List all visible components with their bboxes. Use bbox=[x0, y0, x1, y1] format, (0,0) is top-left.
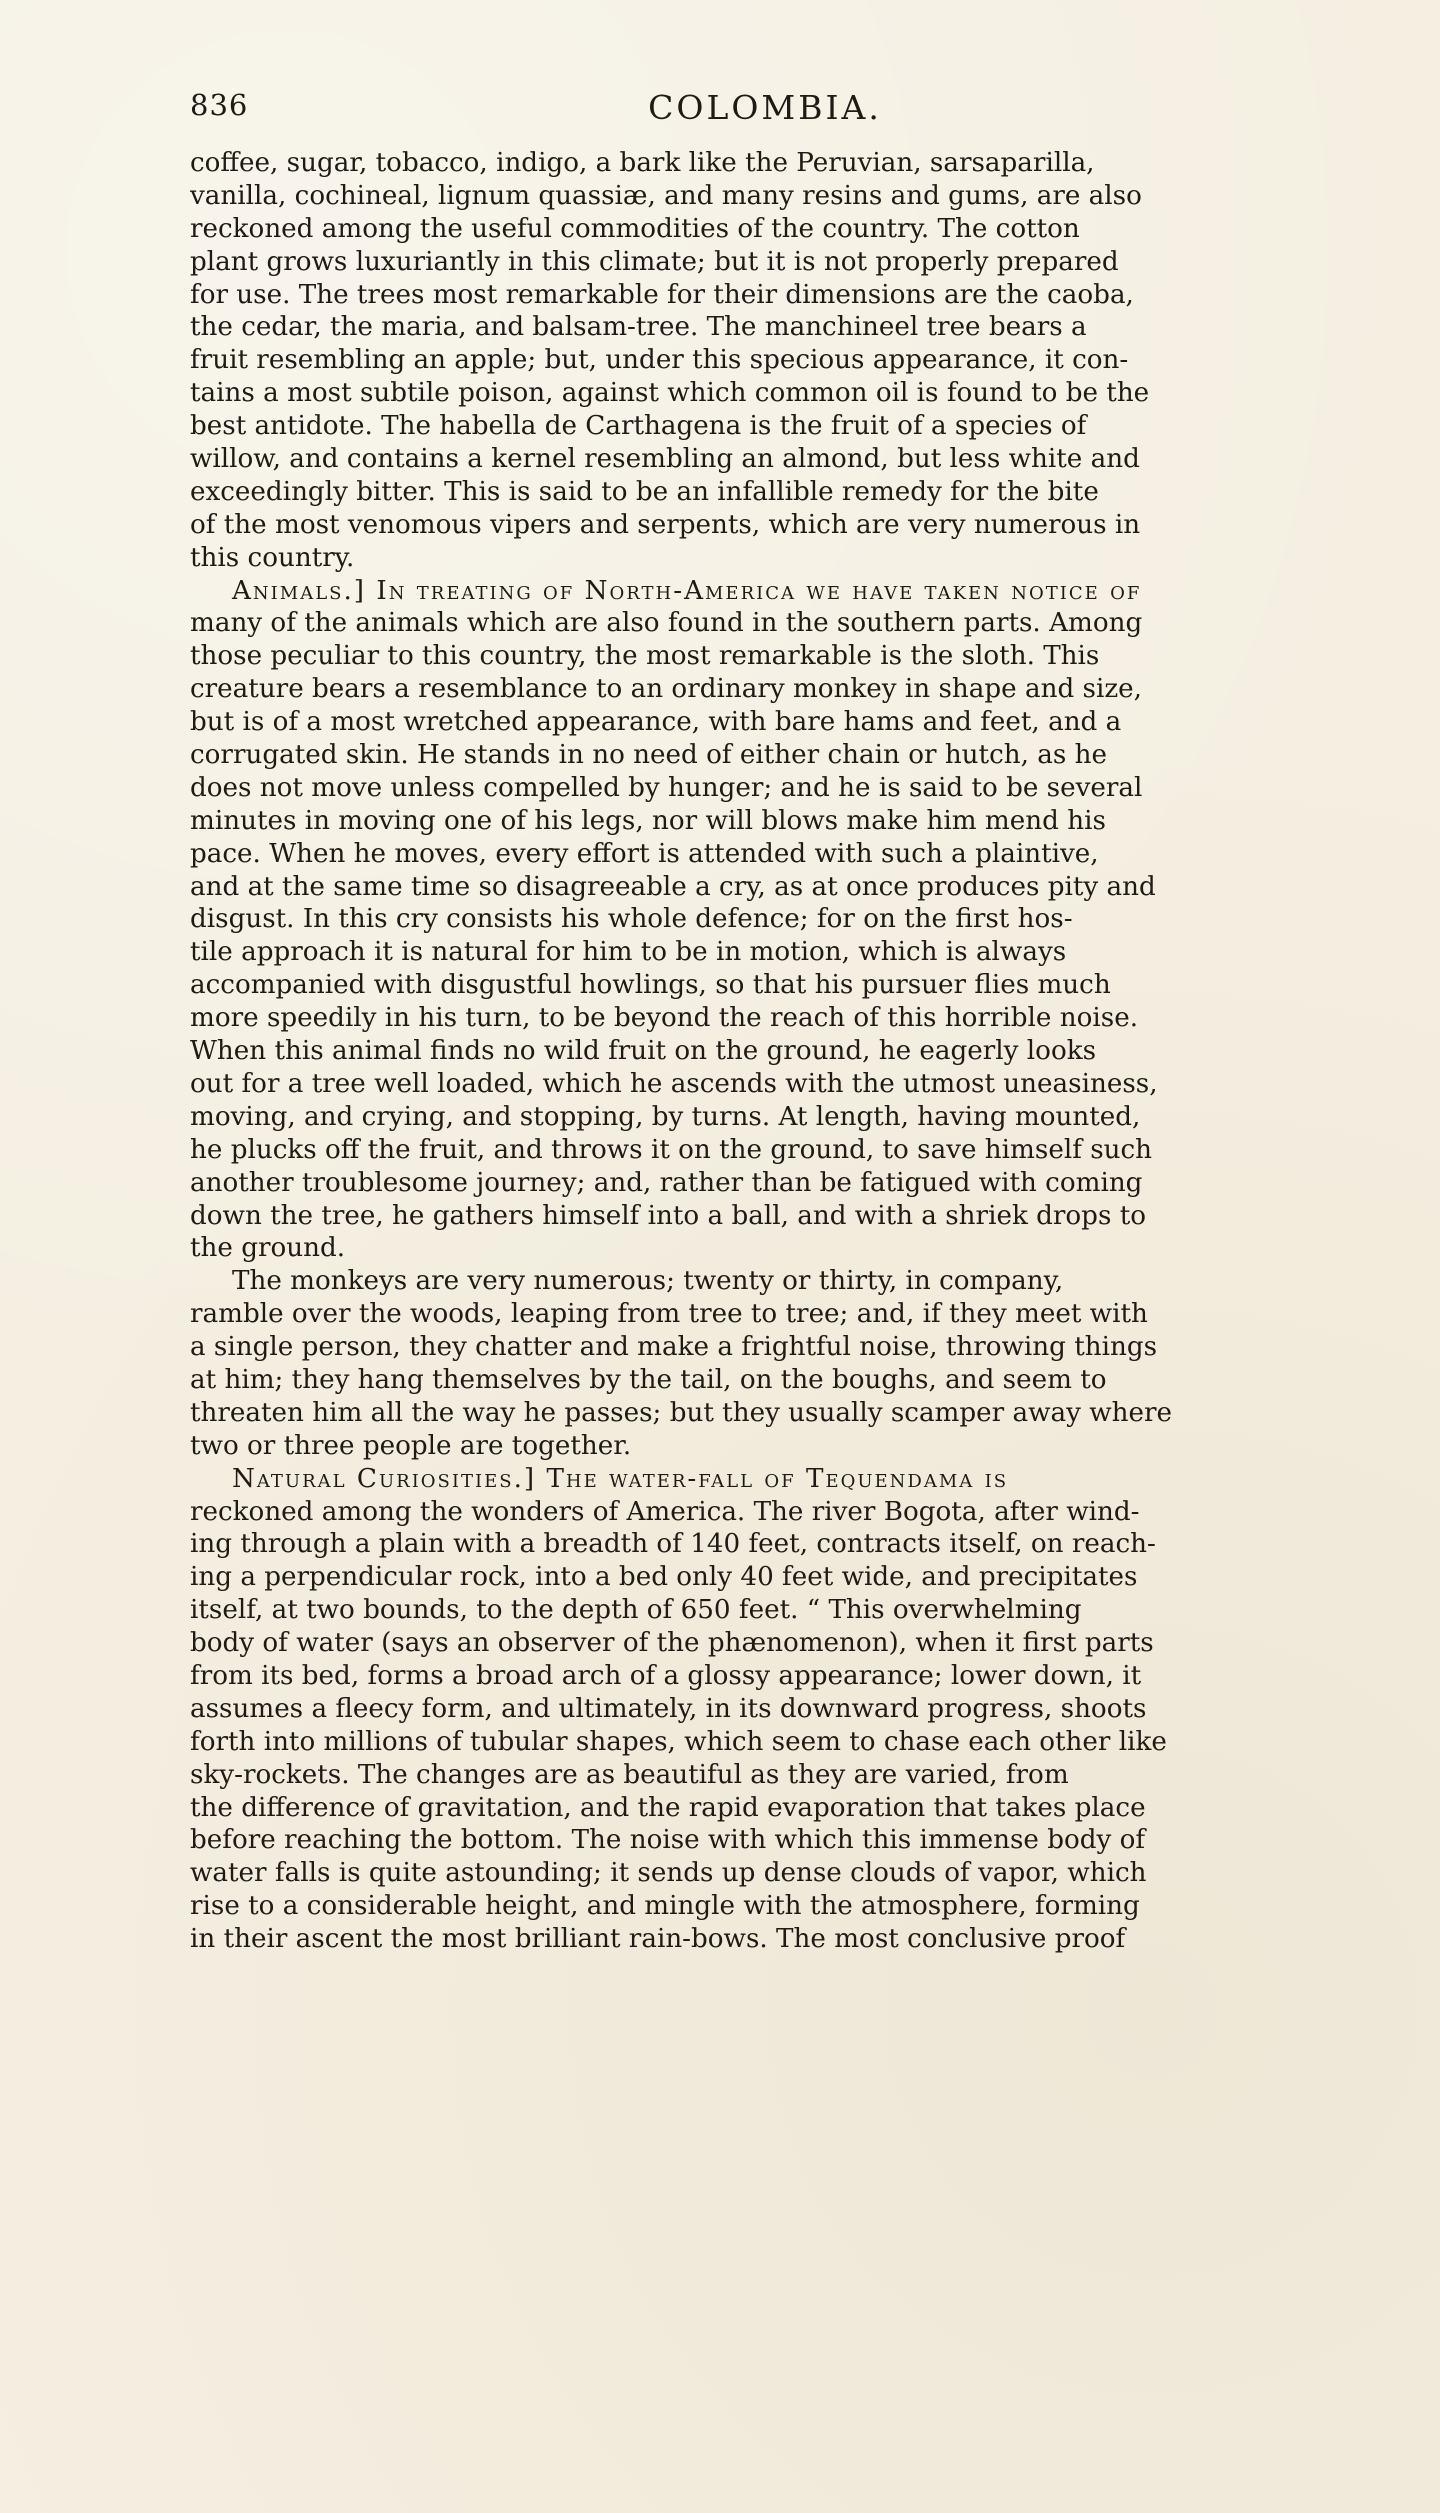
text-line: minutes in moving one of his legs, nor will blows make him mend his bbox=[190, 805, 1106, 836]
text-line: assumes a fleecy form, and ultimately, in its downward progress, shoots bbox=[190, 1693, 1147, 1724]
text-line: accompanied with disgustful howlings, so that his pursuer flies much bbox=[190, 970, 1111, 1001]
text-line: in their ascent the most brilliant rain-bows. The most conclusive proof bbox=[190, 1924, 1126, 1955]
text-line: willow, and contains a kernel resembling an almond, but less white and bbox=[190, 444, 1140, 475]
text-line: ramble over the woods, leaping from tree to tree; and, if they meet with bbox=[190, 1299, 1148, 1330]
text-line: plant grows luxuriantly in this climate; but it is not properly prepared bbox=[190, 246, 1119, 277]
text-line: The monkeys are very numerous; twenty or thirty, in company, bbox=[232, 1266, 1064, 1297]
page-number: 836 bbox=[190, 88, 249, 122]
text-line: rise to a considerable height, and mingle with the atmosphere, forming bbox=[190, 1891, 1140, 1922]
text-line: down the tree, he gathers himself into a ball, and with a shriek drops to bbox=[190, 1200, 1146, 1231]
text-line: reckoned among the useful commodities of the country. The cotton bbox=[190, 213, 1080, 244]
text-line: the difference of gravitation, and the rapid evaporation that takes place bbox=[190, 1792, 1146, 1823]
text-line: he plucks off the fruit, and throws it on the ground, to save himself such bbox=[190, 1134, 1153, 1165]
text-line: out for a tree well loaded, which he ascends with the utmost uneasiness, bbox=[190, 1068, 1158, 1099]
text-line: many of the animals which are also found in the southern parts. Among bbox=[190, 608, 1143, 639]
text-line: ing a perpendicular rock, into a bed only 40 feet wide, and precipitates bbox=[190, 1562, 1138, 1593]
text-line: two or three people are together. bbox=[190, 1430, 632, 1461]
text-line: water falls is quite astounding; it sends up dense clouds of vapor, which bbox=[190, 1858, 1147, 1889]
text-line: but is of a most wretched appearance, with bare hams and feet, and a bbox=[190, 707, 1122, 738]
text-line: and at the same time so disagreeable a cry, as at once produces pity and bbox=[190, 871, 1156, 902]
text-line: more speedily in his turn, to be beyond the reach of this horrible noise. bbox=[190, 1003, 1139, 1034]
text-line: another troublesome journey; and, rather than be fatigued with coming bbox=[190, 1167, 1143, 1198]
text-line: When this animal finds no wild fruit on the ground, he eagerly looks bbox=[190, 1036, 1097, 1067]
text-line: reckoned among the wonders of America. The river Bogota, after wind- bbox=[190, 1496, 1140, 1527]
text-line: from its bed, forms a broad arch of a glossy appearance; lower down, it bbox=[190, 1660, 1142, 1691]
text-line: tains a most subtile poison, against which common oil is found to be the bbox=[190, 378, 1150, 409]
running-head: COLOMBIA. bbox=[648, 88, 882, 127]
text-line: before reaching the bottom. The noise with which this immense body of bbox=[190, 1825, 1146, 1856]
text-line: corrugated skin. He stands in no need of either chain or hutch, as he bbox=[190, 740, 1107, 771]
body-text bbox=[190, 147, 1340, 2267]
text-line: ing through a plain with a breadth of 140 feet, contracts itself, on reach- bbox=[190, 1529, 1156, 1560]
text-line: for use. The trees most remarkable for their dimensions are the caoba, bbox=[190, 279, 1134, 310]
text-line: the cedar, the maria, and balsam-tree. The manchineel tree bears a bbox=[190, 312, 1087, 343]
text-line: disgust. In this cry consists his whole defence; for on the first hos- bbox=[190, 904, 1073, 935]
text-line: tile approach it is natural for him to be in motion, which is always bbox=[190, 937, 1067, 968]
text-line: pace. When he moves, every effort is attended with such a plaintive, bbox=[190, 838, 1099, 869]
text-line: at him; they hang themselves by the tail, on the boughs, and seem to bbox=[190, 1364, 1107, 1395]
text-line: vanilla, cochineal, lignum quassiæ, and many resins and gums, are also bbox=[190, 180, 1142, 211]
section-heading-line: Animals.] In treating of North-America we have taken notice of bbox=[232, 575, 1142, 606]
text-line: fruit resembling an apple; but, under this specious appearance, it con- bbox=[190, 345, 1129, 376]
text-line: sky-rockets. The changes are as beautiful as they are varied, from bbox=[190, 1759, 1069, 1790]
text-line: exceedingly bitter. This is said to be an infallible remedy for the bite bbox=[190, 476, 1099, 507]
text-line: moving, and crying, and stopping, by turns. At length, having mounted, bbox=[190, 1101, 1141, 1132]
text-line: this country. bbox=[190, 542, 355, 573]
text-line: forth into millions of tubular shapes, which seem to chase each other like bbox=[190, 1726, 1167, 1757]
text-line: coffee, sugar, tobacco, indigo, a bark like the Peruvian, sarsaparilla, bbox=[190, 148, 1095, 178]
text-line: of the most venomous vipers and serpents, which are very numerous in bbox=[190, 509, 1141, 540]
section-heading-line: Natural Curiosities.] The water-fall of Tequendama is bbox=[232, 1463, 1009, 1494]
text-line: threaten him all the way he passes; but they usually scamper away where bbox=[190, 1397, 1173, 1428]
text-line: does not move unless compelled by hunger; and he is said to be several bbox=[190, 772, 1143, 803]
text-line: best antidote. The habella de Carthagena is the fruit of a species of bbox=[190, 411, 1087, 442]
text-line: creature bears a resemblance to an ordinary monkey in shape and size, bbox=[190, 674, 1142, 705]
page-header bbox=[190, 88, 1340, 134]
text-line: those peculiar to this country, the most remarkable is the sloth. This bbox=[190, 641, 1100, 672]
text-line: a single person, they chatter and make a frightful noise, throwing things bbox=[190, 1332, 1158, 1363]
text-line: body of water (says an observer of the phænomenon), when it first parts bbox=[190, 1628, 1154, 1659]
text-line: the ground. bbox=[190, 1233, 346, 1264]
text-line: itself, at two bounds, to the depth of 650 feet. “ This overwhelming bbox=[190, 1595, 1082, 1626]
